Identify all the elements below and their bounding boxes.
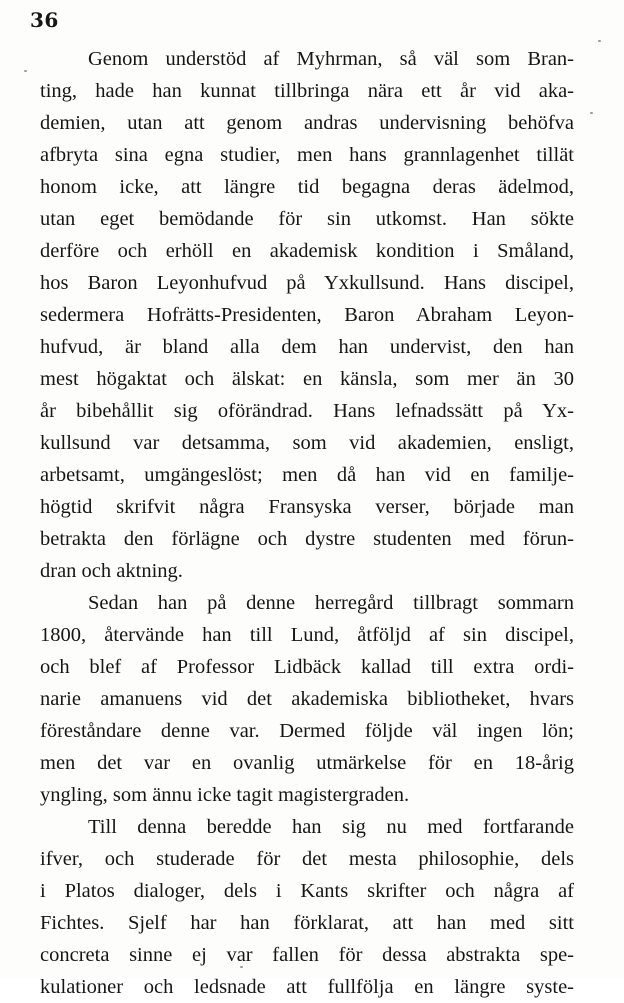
text-line: och blef af Professor Lidbäck kallad till extra ordi- xyxy=(40,656,574,678)
print-speck xyxy=(24,70,27,72)
page-number: 36 xyxy=(30,8,59,32)
text-line: mest högaktat och älskat: en känsla, som mer än 30 xyxy=(40,368,574,390)
text-line: högtid skrifvit några Fransyska verser, började man xyxy=(40,496,574,518)
text-line: sedermera Hofrätts-Presidenten, Baron Abraham Leyon- xyxy=(40,304,574,326)
text-line: yngling, som ännu icke tagit magistergraden. xyxy=(40,784,410,806)
print-speck xyxy=(240,966,243,968)
text-line: ting, hade han kunnat tillbringa nära ett år vid aka- xyxy=(40,80,574,102)
text-line: utan eget bemödande för sin utkomst. Han sökte xyxy=(40,208,574,230)
text-line: Sedan han på denne herregård tillbragt sommarn xyxy=(88,592,574,614)
text-line: i Platos dialoger, dels i Kants skrifter och några af xyxy=(40,880,574,902)
print-speck xyxy=(590,112,593,114)
text-line: dran och aktning. xyxy=(40,560,183,582)
text-line: arbetsamt, umgängeslöst; men då han vid en familje- xyxy=(40,464,574,486)
text-line: concreta sinne ej var fallen för dessa abstrakta spe- xyxy=(40,944,574,966)
text-line: afbryta sina egna studier, men hans grannlagenhet tillät xyxy=(40,144,574,166)
body-text xyxy=(40,43,574,1003)
text-line: Fichtes. Sjelf har han förklarat, att han med sitt xyxy=(40,912,574,934)
text-line: år bibehållit sig oförändrad. Hans lefnadssätt på Yx- xyxy=(40,400,574,422)
text-line: ifver, och studerade för det mesta philosophie, dels xyxy=(40,848,574,870)
text-line: Genom understöd af Myhrman, så väl som Bran- xyxy=(88,48,574,70)
text-line: Till denna beredde han sig nu med fortfarande xyxy=(88,816,574,838)
text-line: demien, utan att genom andras undervisning behöfva xyxy=(40,112,574,134)
text-line: kulationer och ledsnade att fullfölja en längre syste- xyxy=(40,976,574,998)
text-line: men det var en ovanlig utmärkelse för en 18-årig xyxy=(40,752,574,774)
print-speck xyxy=(598,40,601,42)
text-line: föreståndare denne var. Dermed följde väl ingen lön; xyxy=(40,720,574,742)
text-line: derföre och erhöll en akademisk kondition i Småland, xyxy=(40,240,574,262)
text-line: narie amanuens vid det akademiska bibliotheket, hvars xyxy=(40,688,574,710)
text-line: hos Baron Leyonhufvud på Yxkullsund. Hans discipel, xyxy=(40,272,574,294)
text-line: betrakta den förlägne och dystre studenten med förun- xyxy=(40,528,574,550)
text-line: honom icke, att längre tid begagna deras ädelmod, xyxy=(40,176,574,198)
text-line: 1800, återvände han till Lund, åtföljd af sin discipel, xyxy=(40,624,574,646)
text-line: kullsund var detsamma, som vid akademien, ensligt, xyxy=(40,432,574,454)
text-line: hufvud, är bland alla dem han undervist, den han xyxy=(40,336,574,358)
